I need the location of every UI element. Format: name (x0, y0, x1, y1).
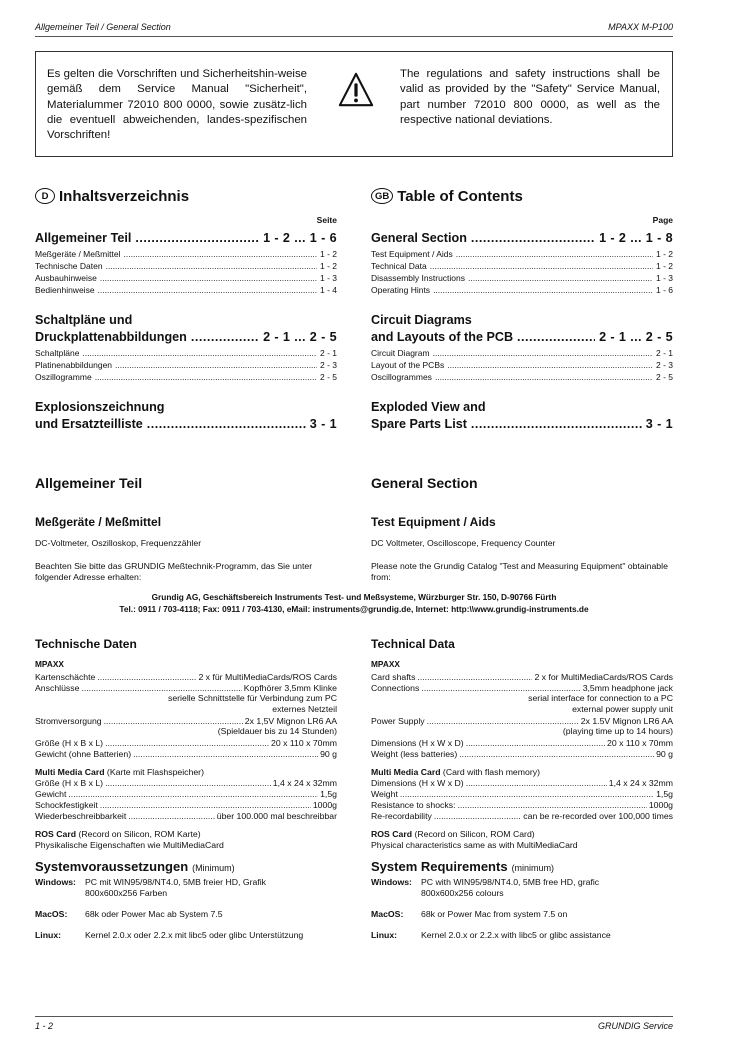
toc-de-subentry[interactable]: Oszillogramme ..... 2 - 5 (35, 370, 337, 382)
sysreq-row-cont: 800x600x256 Farben (85, 888, 168, 898)
toc-en-subentry[interactable]: Technical Data ..... 1 - 2 (371, 259, 673, 271)
header-left: Allgemeiner Teil / General Section (35, 22, 171, 32)
spec-row: Schockfestigkeit ..... 1000g (35, 799, 337, 810)
toc-de-subentry[interactable]: Bedienhinweise ..... 1 - 4 (35, 283, 337, 295)
general-de-title: Allgemeiner Teil (35, 475, 143, 491)
toc-en-subentry[interactable]: Circuit Diagram ..... 2 - 1 (371, 346, 673, 358)
mmc-heading: Multi Media Card (Card with flash memory) (371, 767, 540, 777)
spec-row: Dimensions (H x W x D) ..... 20 x 110 x 70mm (371, 737, 673, 748)
toc-en-subentry[interactable]: Layout of the PCBs ..... 2 - 3 (371, 358, 673, 370)
spec-row-cont: (playing time up to 14 hours) (562, 726, 673, 736)
test-equipment-en-heading: Test Equipment / Aids (371, 515, 496, 529)
spec-row: Größe (H x B x L) ..... 1,4 x 24 x 32mm (35, 777, 337, 788)
toc-de-subentry[interactable]: Meßgeräte / Meßmittel ..... 1 - 2 (35, 247, 337, 259)
spec-row: Stromversorgung ..... 2x 1,5V Mignon LR6 AA (35, 715, 337, 726)
spec-row: Dimensions (H x W x D) ..... 1,4 x 24 x 32mm (371, 777, 673, 788)
safety-notice-en: The regulations and safety instructions shall be valid as provided by the "Safety" Service Manual, part number 72010 800 0000, as well as the respective national deviations. (400, 68, 660, 126)
toc-en (371, 186, 673, 431)
toc-en-entry-2[interactable]: and Layouts of the PCB ..... 2 - 1 ... 2 - 5 (371, 327, 673, 344)
spec-row: Größe (H x B x L) ..... 20 x 110 x 70mm (35, 737, 337, 748)
toc-en-subentry[interactable]: Test Equipment / Aids ..... 1 - 2 (371, 247, 673, 259)
spec-row: Resistance to shocks: ..... 1000g (371, 799, 673, 810)
spec-row-cont: serielle Schnittstelle für Verbindung zum PC (167, 693, 337, 703)
toc-en-entry-2-title: Circuit Diagrams (371, 313, 472, 327)
spec-row-cont: externes Netzteil (272, 704, 337, 714)
toc-en-subentry[interactable]: Disassembly Instructions ..... 1 - 3 (371, 271, 673, 283)
ros-heading: ROS Card (Record on Silicon, ROM Karte) (35, 829, 201, 839)
spec-row: Power Supply ..... 2x 1.5V Mignon LR6 AA (371, 715, 673, 726)
header-rule (35, 36, 673, 37)
mmc-heading: Multi Media Card (Karte mit Flashspeicher) (35, 767, 204, 777)
sysreq-row: MacOS: 68k or Power Mac from system 7.5 on (371, 909, 568, 919)
tech-en-heading: Technical Data (371, 637, 455, 651)
toc-en-page-word: Page (652, 215, 673, 225)
ros-heading: ROS Card (Record on Silicon, ROM Card) (371, 829, 535, 839)
toc-de-entry-2[interactable]: Druckplattenabbildungen ..... 2 - 1 ... 2 - 5 (35, 327, 337, 344)
toc-en-entry-3[interactable]: Spare Parts List ..... 3 - 1 (371, 414, 673, 431)
safety-notice-de: Es gelten die Vorschriften und Sicherheitshin-weise gemäß dem Service Manual "Sicherheit", Materialummer 72010 800 0000, sowie zusätz-lich die eventuell abweichenden, landes-spezifischen Vorschriften! (47, 68, 307, 142)
toc-de-title: Inhaltsverzeichnis (59, 187, 190, 205)
footer-page-number: 1 - 2 (35, 1021, 54, 1031)
model-name: MPAXX (35, 659, 64, 669)
toc-en-title: Table of Contents (397, 187, 523, 205)
toc-en-subentry[interactable]: Operating Hints ..... 1 - 6 (371, 283, 673, 295)
spec-row: Kartenschächte ..... 2 x für MultiMediaCards/ROS Cards (35, 671, 337, 682)
toc-en-entry-3-title: Exploded View and (371, 400, 486, 414)
footer-brand: GRUNDIG Service (597, 1021, 673, 1031)
toc-de-entry-3[interactable]: und Ersatzteilliste ..... 3 - 1 (35, 414, 337, 431)
test-equipment-de-heading: Meßgeräte / Meßmittel (35, 515, 162, 529)
contact-address: Grundig AG, Geschäftsbereich Instruments Test- und Meßsysteme, Würzburger Str. 150, D-90766 Fürth (151, 592, 557, 602)
equipment-de-list: DC-Voltmeter, Oszilloskop, Frequenzzähler (35, 538, 202, 548)
spec-row: Anschlüsse ..... Kopfhörer 3,5mm Klinke (35, 682, 337, 693)
sysreq-en-heading: System Requirements (minimum) (371, 859, 555, 874)
sysreq-row: Linux: Kernel 2.0.x or 2.2.x with libc5 or glibc assistance (371, 930, 611, 940)
ros-line: Physical characteristics same as with MultiMediaCard (371, 840, 578, 850)
spec-row: Card shafts ..... 2 x for MultiMediaCards/ROS Cards (371, 671, 673, 682)
catalog-en-note: Please note the Grundig Catalog "Test and Measuring Equipment" obtainable from: (371, 561, 668, 582)
footer-rule (35, 1016, 673, 1017)
spec-row-cont: external power supply unit (572, 704, 673, 714)
tech-en-specs (371, 659, 673, 941)
tech-de-specs (35, 659, 337, 941)
spec-row: Re-recordability ..... can be re-recorded over 100,000 times (371, 810, 673, 821)
toc-de-subentry[interactable]: Schaltpläne ..... 2 - 1 (35, 346, 337, 358)
toc-de-entry-1[interactable]: Allgemeiner Teil ..... 1 - 2 ... 1 - 6 (35, 228, 337, 245)
catalog-de-note: Beachten Sie bitte das GRUNDIG Meßtechnik-Programm, das Sie unter folgender Adresse erhalten: (35, 561, 313, 582)
spec-row: Weight ..... 1,5g (371, 788, 673, 799)
toc-de-subentry[interactable]: Technische Daten ..... 1 - 2 (35, 259, 337, 271)
equipment-en-list: DC Voltmeter, Oscilloscope, Frequency Counter (371, 538, 556, 548)
toc-de-entry-3-title: Explosionszeichnung (35, 400, 165, 414)
contact-details: Tel.: 0911 / 703-4118; Fax: 0911 / 703-4130, eMail: instruments@grundig.de, Internet: http:\\www.grundig-instruments.de (119, 604, 589, 614)
toc-en-subentry[interactable]: Oscillogrammes ..... 2 - 5 (371, 370, 673, 382)
sysreq-de-heading: Systemvoraussetzungen (Minimum) (35, 859, 235, 874)
spec-row: Gewicht ..... 1,5g (35, 788, 337, 799)
toc-de-page-word: Seite (316, 215, 337, 225)
spec-row: Gewicht (ohne Batterien) ..... 90 g (35, 748, 337, 759)
toc-de-subentry[interactable]: Platinenabbildungen ..... 2 - 3 (35, 358, 337, 370)
toc-de-entry-2-title: Schaltpläne und (35, 313, 133, 327)
spec-row: Wiederbeschreibbarkeit ..... über 100.000 mal beschreibbar (35, 810, 337, 821)
sysreq-row-cont: 800x600x256 colours (421, 888, 504, 898)
spec-row-cont: (Spieldauer bis zu 14 Stunden) (217, 726, 337, 736)
header-right: MPAXX M-P100 (608, 22, 673, 32)
flag-gb-badge: GB (371, 188, 393, 204)
tech-de-heading: Technische Daten (35, 637, 137, 651)
model-name: MPAXX (371, 659, 400, 669)
toc-de-subentry[interactable]: Ausbauhinweise ..... 1 - 3 (35, 271, 337, 283)
flag-de-badge: D (35, 188, 55, 204)
ros-line: Physikalische Eigenschaften wie MultiMediaCard (35, 840, 224, 850)
sysreq-row: Windows: PC with WIN95/98/NT4.0, 5MB free HD, grafic (371, 877, 600, 887)
sysreq-row: MacOS: 68k oder Power Mac ab System 7.5 (35, 909, 223, 919)
spec-row: Connections ..... 3,5mm headphone jack (371, 682, 673, 693)
general-en-title: General Section (371, 475, 478, 491)
sysreq-row: Windows: PC mit WIN95/98/NT4.0, 5MB freier HD, Grafik (35, 877, 267, 887)
spec-row-cont: serial interface for connection to a PC (528, 693, 673, 703)
sysreq-row: Linux: Kernel 2.0.x oder 2.2.x mit libc5 oder glibc Unterstützung (35, 930, 304, 940)
toc-en-entry-1[interactable]: General Section ..... 1 - 2 ... 1 - 8 (371, 228, 673, 245)
warning-triangle-icon (337, 71, 375, 109)
toc-de (35, 186, 337, 431)
spec-row: Weight (less batteries) ..... 90 g (371, 748, 673, 759)
